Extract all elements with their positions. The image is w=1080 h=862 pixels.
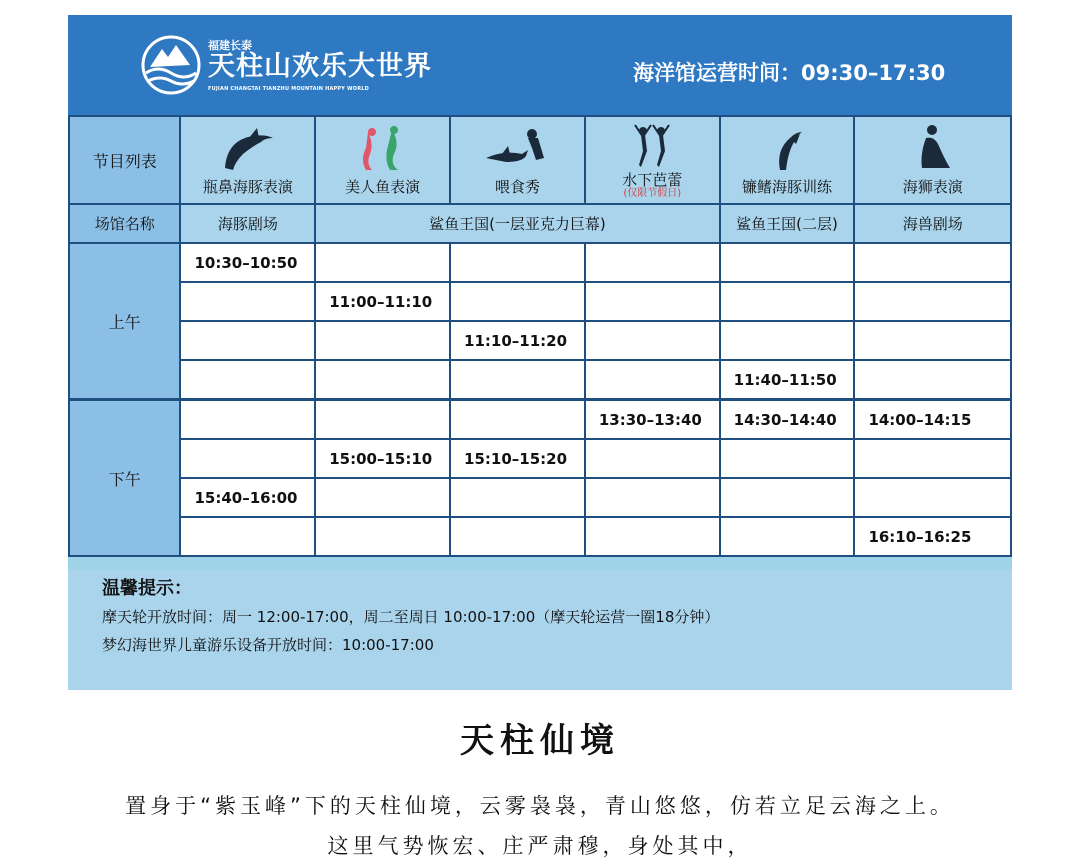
time-slot bbox=[450, 517, 585, 556]
time-slot: 11:10–11:20 bbox=[450, 321, 585, 360]
time-slot bbox=[720, 439, 855, 478]
time-slot: 14:00–14:15 bbox=[854, 400, 1011, 440]
time-slot bbox=[180, 400, 315, 440]
time-slot bbox=[854, 321, 1011, 360]
schedule-board bbox=[68, 15, 1012, 690]
time-slot bbox=[585, 439, 720, 478]
time-slot bbox=[585, 282, 720, 321]
morning-label: 上午 bbox=[69, 243, 180, 400]
time-slot bbox=[450, 400, 585, 440]
venue-cell: 海豚剧场 bbox=[180, 204, 315, 243]
article-paragraph: 置身于“紫玉峰”下的天柱仙境，云雾袅袅，青山悠悠，仿若立足云海之上。 bbox=[125, 794, 955, 818]
time-slot: 13:30–13:40 bbox=[585, 400, 720, 440]
program-note: (仅限节假日) bbox=[623, 188, 682, 199]
show-schedule-table bbox=[68, 115, 1012, 557]
time-slot-row bbox=[69, 360, 1011, 400]
time-slot: 11:40–11:50 bbox=[720, 360, 855, 400]
venue-cell: 海兽剧场 bbox=[854, 204, 1011, 243]
program-cell bbox=[180, 116, 315, 204]
time-slot-row bbox=[69, 400, 1011, 440]
program-label: 水下芭蕾 bbox=[622, 171, 683, 189]
time-slot bbox=[180, 282, 315, 321]
afternoon-label: 下午 bbox=[69, 400, 180, 557]
time-slot bbox=[854, 478, 1011, 517]
time-slot bbox=[720, 282, 855, 321]
venue-cell: 鲨鱼王国(一层亚克力巨幕) bbox=[315, 204, 719, 243]
time-slot bbox=[180, 321, 315, 360]
program-cell bbox=[315, 116, 450, 204]
time-slot bbox=[315, 243, 450, 282]
article-title: 天柱仙境 bbox=[460, 721, 620, 761]
program-row-label: 节目列表 bbox=[69, 116, 180, 204]
aquarium-hours: 海洋馆运营时间：09:30–17:30 bbox=[633, 61, 946, 85]
time-slot bbox=[720, 478, 855, 517]
brand-english-name: FUJIAN CHANGTAI TIANZHU MOUNTAIN HAPPY WORLD bbox=[208, 86, 369, 92]
time-slot bbox=[720, 517, 855, 556]
ferris-wheel-hours: 摩天轮开放时间：周一 12:00-17:00，周二至周日 10:00-17:00（摩天轮运营一圈18分钟） bbox=[102, 608, 720, 626]
time-slot bbox=[450, 243, 585, 282]
program-cell bbox=[450, 116, 585, 204]
mermaid-icon bbox=[348, 124, 418, 174]
venue-row-label: 场馆名称 bbox=[69, 204, 180, 243]
time-slot bbox=[585, 321, 720, 360]
board-header bbox=[68, 15, 1012, 115]
venue-cell: 鲨鱼王国(二层) bbox=[720, 204, 855, 243]
time-slot bbox=[450, 478, 585, 517]
tips-section bbox=[68, 570, 1012, 690]
time-slot: 15:10–15:20 bbox=[450, 439, 585, 478]
program-label: 喂食秀 bbox=[494, 177, 540, 196]
program-row bbox=[69, 116, 1011, 204]
time-slot bbox=[854, 439, 1011, 478]
time-slot: 15:00–15:10 bbox=[315, 439, 450, 478]
time-slot: 15:40–16:00 bbox=[180, 478, 315, 517]
time-slot bbox=[585, 478, 720, 517]
time-slot bbox=[450, 360, 585, 400]
time-slot-row bbox=[69, 478, 1011, 517]
venue-row bbox=[69, 204, 1011, 243]
time-slot bbox=[585, 360, 720, 400]
article-paragraph: 这里气势恢宏、庄严肃穆，身处其中， bbox=[327, 834, 753, 858]
time-slot-row bbox=[69, 282, 1011, 321]
time-slot bbox=[450, 282, 585, 321]
kids-rides-hours: 梦幻海世界儿童游乐设备开放时间：10:00-17:00 bbox=[102, 636, 434, 654]
time-slot bbox=[720, 321, 855, 360]
park-logo-icon bbox=[138, 35, 204, 95]
time-slot bbox=[315, 478, 450, 517]
dolphin-icon bbox=[213, 124, 283, 174]
ballet-dancers-icon bbox=[617, 121, 687, 171]
time-slot bbox=[854, 360, 1011, 400]
program-label: 美人鱼表演 bbox=[345, 177, 421, 196]
brand-name: 天柱山欢乐大世界 bbox=[208, 51, 432, 82]
tips-title: 温馨提示： bbox=[102, 578, 192, 599]
time-slot-row bbox=[69, 517, 1011, 556]
program-cell bbox=[585, 116, 720, 204]
time-slot bbox=[315, 400, 450, 440]
time-slot bbox=[854, 243, 1011, 282]
time-slot: 16:10–16:25 bbox=[854, 517, 1011, 556]
time-slot bbox=[585, 243, 720, 282]
time-slot bbox=[180, 360, 315, 400]
time-slot bbox=[315, 517, 450, 556]
time-slot: 11:00–11:10 bbox=[315, 282, 450, 321]
time-slot-row bbox=[69, 243, 1011, 282]
program-label: 瓶鼻海豚表演 bbox=[202, 177, 293, 196]
time-slot-row bbox=[69, 439, 1011, 478]
time-slot bbox=[854, 282, 1011, 321]
time-slot: 10:30–10:50 bbox=[180, 243, 315, 282]
time-slot bbox=[180, 439, 315, 478]
program-label: 镰鳍海豚训练 bbox=[742, 177, 833, 196]
brand-subtitle: 福建长泰 bbox=[208, 39, 252, 52]
time-slot bbox=[315, 360, 450, 400]
time-slot: 14:30–14:40 bbox=[720, 400, 855, 440]
time-slot bbox=[720, 243, 855, 282]
time-slot bbox=[180, 517, 315, 556]
program-cell bbox=[720, 116, 855, 204]
time-slot-row bbox=[69, 321, 1011, 360]
time-slot bbox=[315, 321, 450, 360]
program-label: 海狮表演 bbox=[902, 177, 963, 196]
diver-shark-icon bbox=[482, 124, 552, 174]
time-slot bbox=[585, 517, 720, 556]
sea-lion-icon bbox=[898, 124, 968, 174]
program-cell bbox=[854, 116, 1011, 204]
dolphin-jump-icon bbox=[752, 124, 822, 174]
